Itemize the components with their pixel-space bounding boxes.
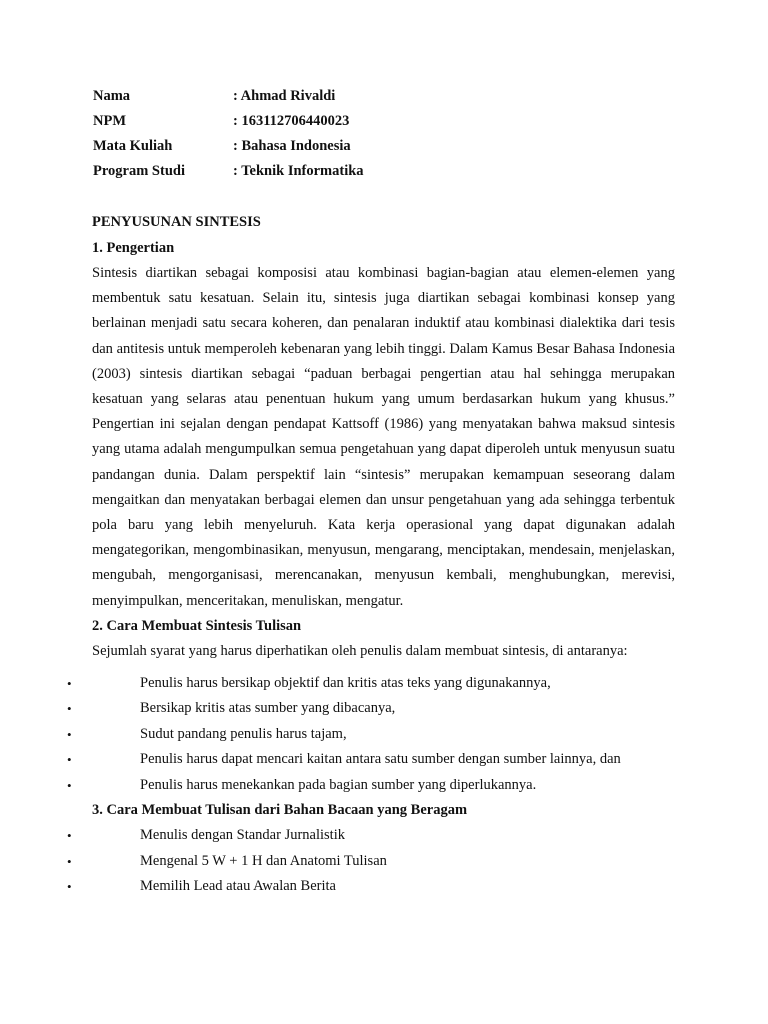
- document-title: PENYUSUNAN SINTESIS: [92, 214, 261, 230]
- student-info: [93, 86, 364, 186]
- list-item: [67, 722, 675, 748]
- list-item: [67, 874, 675, 900]
- info-label: Program Studi: [93, 163, 185, 179]
- list-item: [67, 747, 675, 773]
- list-item: [67, 849, 675, 875]
- section-heading-pengertian: 1. Pengertian: [92, 240, 175, 256]
- bullet-icon: •: [67, 675, 72, 691]
- list-item-text: Penulis harus dapat mencari kaitan antara satu sumber dengan sumber lainnya, dan: [140, 751, 621, 768]
- info-value: : 163112706440023: [233, 113, 350, 129]
- list-item-text: Mengenal 5 W + 1 H dan Anatomi Tulisan: [140, 852, 387, 869]
- list-item-text: Bersikap kritis atas sumber yang dibacanya,: [140, 700, 396, 717]
- section-paragraph-pengertian: Sintesis diartikan sebagai komposisi atau kombinasi bagian-bagian atau elemen-elemen yang membentuk satu kesatuan. Selain itu, sintesis juga diartikan sebagai kombinasi konsep yang berlainan menjadi satu secara koheren, dan penalaran induktif atau kombinasi dialektika dari tesis dan antitesis untuk memperoleh kebenaran yang lebih tinggi. Dalam Kamus Besar Bahasa Indonesia (2003) sintesis diartikan sebagai “paduan berbagai pengertian atau hal sehingga merupakan kesatuan yang selaras atau penentuan hukum yang umum berdasarkan hukum yang khusus.” Pengertian ini sejalan dengan pendapat Kattsoff (1986) yang menyatakan bahwa maksud sintesis yang utama adalah mengumpulkan semua pengetahuan yang dapat diperoleh untuk menyusun suatu pandangan dunia. Dalam perspektif lain “sintesis” merupakan kemampuan seseorang dalam mengaitkan dan menyatakan berbagai elemen dan unsur pengetahuan yang ada sehingga terbentuk pola baru yang lebih menyeluruh. Kata kerja operasional yang dapat digunakan adalah mengategorikan, mengombinasikan, menyusun, mengarang, menciptakan, mendesain, menjelaskan, mengubah, mengorganisasi, merencanakan, menyusun kembali, menghubungkan, merevisi, menyimpulkan, menceritakan, menuliskan, mengatur.: [92, 265, 675, 609]
- list-item: [67, 773, 675, 799]
- info-value: : Ahmad Rivaldi: [233, 88, 336, 104]
- bullet-icon: •: [67, 828, 72, 844]
- bullet-icon: •: [67, 853, 72, 869]
- info-label: Mata Kuliah: [93, 138, 173, 154]
- info-row-mata-kuliah: [93, 136, 364, 161]
- info-value: : Teknik Informatika: [233, 163, 364, 179]
- writing-steps-list: [67, 823, 675, 900]
- section-lead-paragraph: Sejumlah syarat yang harus diperhatikan oleh penulis dalam membuat sintesis, di antaranya:: [92, 642, 628, 659]
- bullet-icon: •: [67, 701, 72, 717]
- section-heading-cara-membuat-sintesis: 2. Cara Membuat Sintesis Tulisan: [92, 617, 302, 634]
- list-item-text: Penulis harus menekankan pada bagian sumber yang diperlukannya.: [140, 776, 537, 793]
- list-item-text: Penulis harus bersikap objektif dan kritis atas teks yang digunakannya,: [140, 674, 551, 691]
- info-label: Nama: [93, 88, 131, 104]
- info-value: : Bahasa Indonesia: [233, 138, 351, 154]
- info-row-npm: [93, 111, 364, 136]
- info-row-program-studi: [93, 161, 364, 186]
- list-item: [67, 671, 675, 697]
- list-item: [67, 823, 675, 849]
- list-item-text: Memilih Lead atau Awalan Berita: [140, 878, 336, 895]
- bullet-icon: •: [67, 777, 72, 793]
- document-content: [67, 210, 675, 900]
- section-heading-bahan-bacaan: 3. Cara Membuat Tulisan dari Bahan Bacaan yang Beragam: [92, 802, 468, 819]
- info-label: NPM: [93, 113, 127, 129]
- list-item-text: Sudut pandang penulis harus tajam,: [140, 725, 347, 742]
- list-item-text: Menulis dengan Standar Jurnalistik: [140, 827, 345, 844]
- info-row-nama: [93, 86, 364, 111]
- bullet-icon: •: [67, 752, 72, 768]
- bullet-icon: •: [67, 879, 72, 895]
- list-item: [67, 696, 675, 722]
- bullet-icon: •: [67, 726, 72, 742]
- requirements-list: [67, 671, 675, 799]
